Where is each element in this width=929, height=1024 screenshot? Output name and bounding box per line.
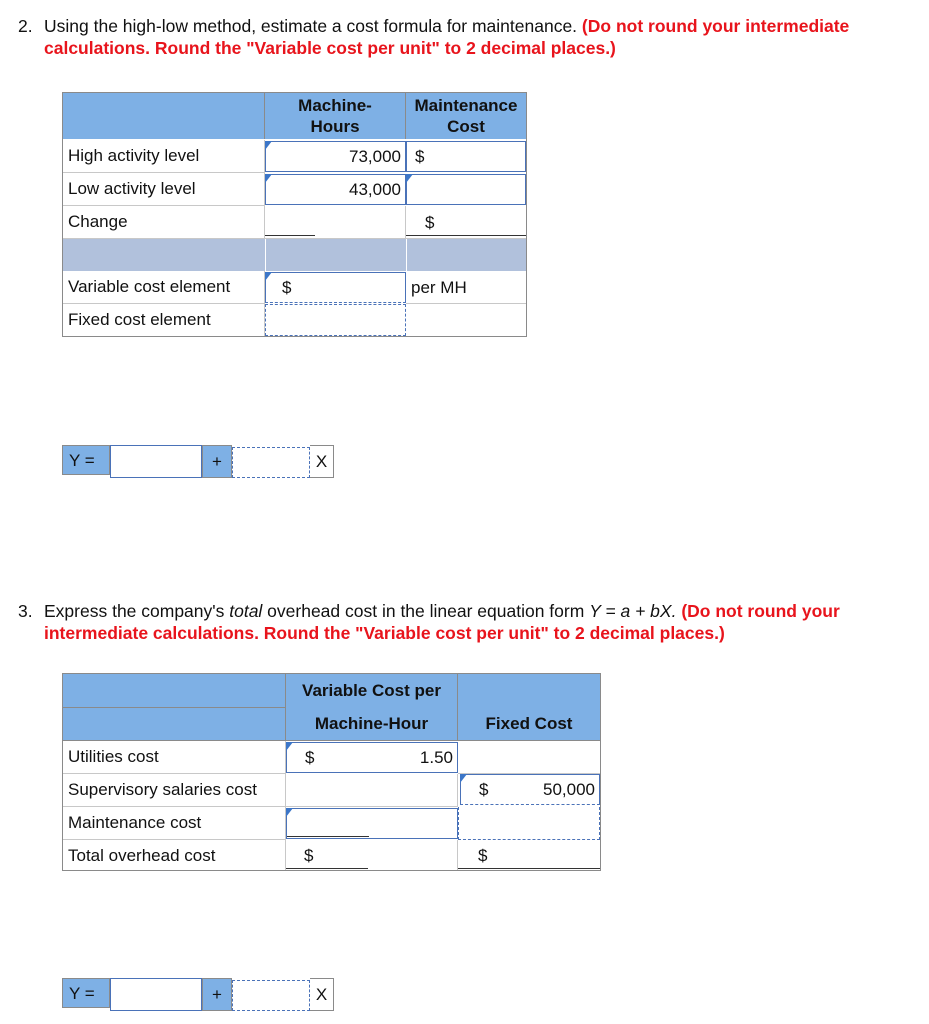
- variable-cost-field[interactable]: $: [265, 272, 406, 303]
- instruction-line-1: (Do not round your intermediate: [581, 16, 850, 36]
- variable-unit-cell: per MH: [406, 271, 526, 304]
- q3-equation: [62, 978, 334, 1011]
- instruction-line-2: intermediate calculations. Round the "Variable cost per unit" to 2 decimal places.): [44, 623, 725, 643]
- question-text-italic: total: [229, 601, 263, 621]
- instruction-line-2: calculations. Round the "Variable cost per unit" to 2 decimal places.): [44, 38, 616, 58]
- question-3-prompt: [18, 600, 840, 644]
- y-equals-label: Y =: [62, 978, 110, 1008]
- maintenance-variable-field[interactable]: [286, 808, 458, 839]
- equation-fixed-input[interactable]: [110, 445, 202, 478]
- row-label-low: Low activity level: [63, 173, 265, 206]
- high-cost-field[interactable]: $: [406, 141, 526, 172]
- row-label-fixed: Fixed cost element: [63, 304, 265, 336]
- supervisory-variable-cell: [286, 774, 458, 807]
- question-2-prompt: [18, 15, 849, 59]
- question-text-a: Express the company's: [44, 601, 230, 621]
- header-maintenance-cost: Maintenance Cost: [406, 93, 526, 139]
- separator-row: [63, 239, 526, 271]
- utilities-variable-field[interactable]: $ 1.50: [286, 742, 458, 773]
- equation-fixed-input[interactable]: [110, 978, 202, 1011]
- q2-equation: [62, 445, 334, 478]
- question-text: Using the high-low method, estimate a cost formula for maintenance.: [44, 16, 578, 36]
- header-variable-cost: Variable Cost per Machine-Hour: [286, 674, 458, 740]
- row-label-utilities: Utilities cost: [63, 741, 286, 774]
- equation-variable-input[interactable]: [232, 447, 310, 478]
- x-label: X: [310, 978, 334, 1011]
- row-label-maintenance: Maintenance cost: [63, 807, 286, 840]
- high-hours-field[interactable]: 73,000: [265, 141, 406, 172]
- equation-variable-input[interactable]: [232, 980, 310, 1011]
- header-fixed-cost: Fixed Cost: [458, 674, 600, 740]
- formula: Y = a + bX.: [589, 601, 677, 621]
- change-cost-cell[interactable]: $: [406, 206, 526, 239]
- instruction-line-1: (Do not round your: [681, 601, 840, 621]
- utilities-fixed-cell: [458, 741, 600, 774]
- maintenance-fixed-field[interactable]: [458, 807, 600, 840]
- row-label-high: High activity level: [63, 140, 265, 173]
- plus-sign: +: [202, 445, 232, 478]
- row-label-change: Change: [63, 206, 265, 239]
- row-label-supervisory: Supervisory salaries cost: [63, 774, 286, 807]
- overhead-table: [62, 673, 601, 871]
- supervisory-fixed-field[interactable]: $ 50,000: [460, 774, 600, 805]
- total-variable-cell[interactable]: $: [286, 840, 458, 870]
- y-equals-label: Y =: [62, 445, 110, 475]
- question-text-b: overhead cost in the linear equation form: [262, 601, 590, 621]
- high-low-table: [62, 92, 527, 337]
- fixed-cost-field[interactable]: [265, 304, 406, 336]
- row-label-variable: Variable cost element: [63, 271, 265, 304]
- header-machine-hours: Machine- Hours: [265, 93, 406, 139]
- low-hours-field[interactable]: 43,000: [265, 174, 406, 205]
- question-number: 3.: [18, 601, 33, 621]
- x-label: X: [310, 445, 334, 478]
- header-blank: [63, 93, 265, 139]
- plus-sign: +: [202, 978, 232, 1011]
- total-fixed-cell[interactable]: $: [458, 840, 600, 870]
- question-number: 2.: [18, 16, 33, 36]
- change-hours-cell[interactable]: [265, 206, 406, 239]
- row-label-total: Total overhead cost: [63, 840, 286, 870]
- low-cost-field[interactable]: [406, 174, 526, 205]
